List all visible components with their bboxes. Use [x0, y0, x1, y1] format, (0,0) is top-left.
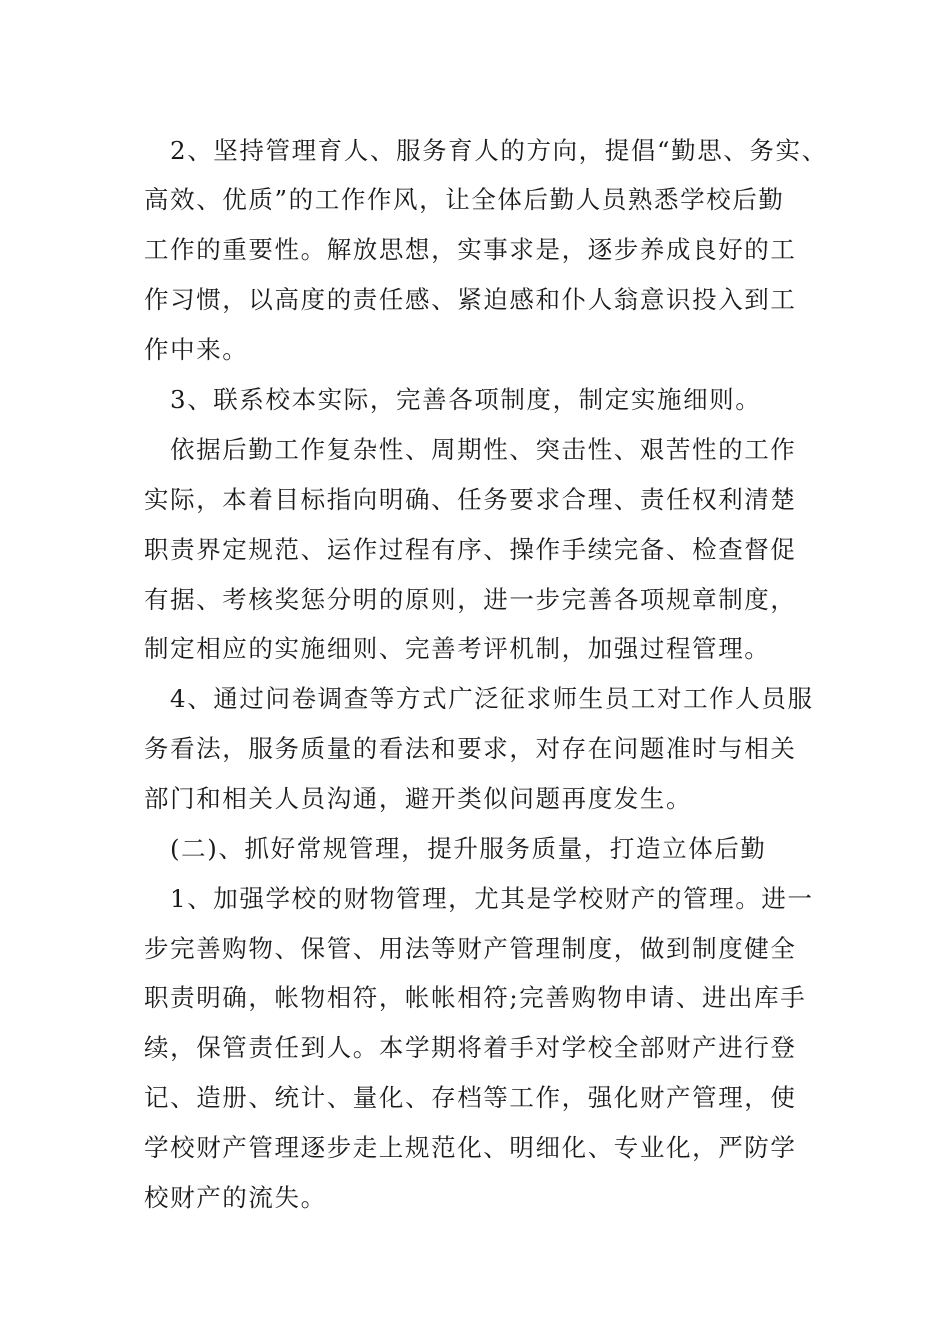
text-line: 制定相应的实施细则、完善考评机制，加强过程管理。 [144, 634, 771, 663]
text-line: 高效、优质”的工作作风，让全体后勤人员熟悉学校后勤 [144, 185, 785, 214]
text-line: 作中来。 [144, 335, 249, 364]
text-line: 工作的重要性。解放思想，实事求是，逐步养成良好的工 [144, 235, 797, 264]
text-line: 有据、考核奖惩分明的原则，进一步完善各项规章制度， [144, 585, 797, 614]
text-line: 2、坚持管理育人、服务育人的方向，提倡“勤思、务实、 [170, 136, 828, 165]
text-line: 实际，本着目标指向明确、任务要求合理、责任权利清楚 [144, 485, 797, 514]
text-line: 3、联系校本实际，完善各项制度，制定实施细则。 [170, 385, 762, 414]
text-line: 作习惯，以高度的责任感、紧迫感和仆人翁意识投入到工 [144, 285, 797, 314]
text-line: 职责明确，帐物相符，帐帐相符;完善购物申请、进出库手 [144, 983, 807, 1012]
text-line: 4、通过问卷调查等方式广泛征求师生员工对工作人员服 [170, 684, 814, 713]
text-line: 续，保管责任到人。本学期将着手对学校全部财产进行登 [144, 1033, 797, 1062]
text-line: 职责界定规范、运作过程有序、操作手续完备、检查督促 [144, 535, 797, 564]
text-line: (二)、抓好常规管理，提升服务质量，打造立体后勤 [170, 834, 767, 863]
text-line: 部门和相关人员沟通，避开类似问题再度发生。 [144, 784, 693, 813]
text-line: 步完善购物、保管、用法等财产管理制度，做到制度健全 [144, 934, 797, 963]
text-line: 记、造册、统计、量化、存档等工作，强化财产管理，使 [144, 1083, 797, 1112]
text-line: 校财产的流失。 [144, 1183, 327, 1212]
text-line: 1、加强学校的财物管理，尤其是学校财产的管理。进一 [170, 884, 814, 913]
text-line: 依据后勤工作复杂性、周期性、突击性、艰苦性的工作 [170, 435, 797, 464]
text-line: 学校财产管理逐步走上规范化、明细化、专业化，严防学 [144, 1133, 797, 1162]
text-line: 务看法，服务质量的看法和要求，对存在问题准时与相关 [144, 734, 797, 763]
